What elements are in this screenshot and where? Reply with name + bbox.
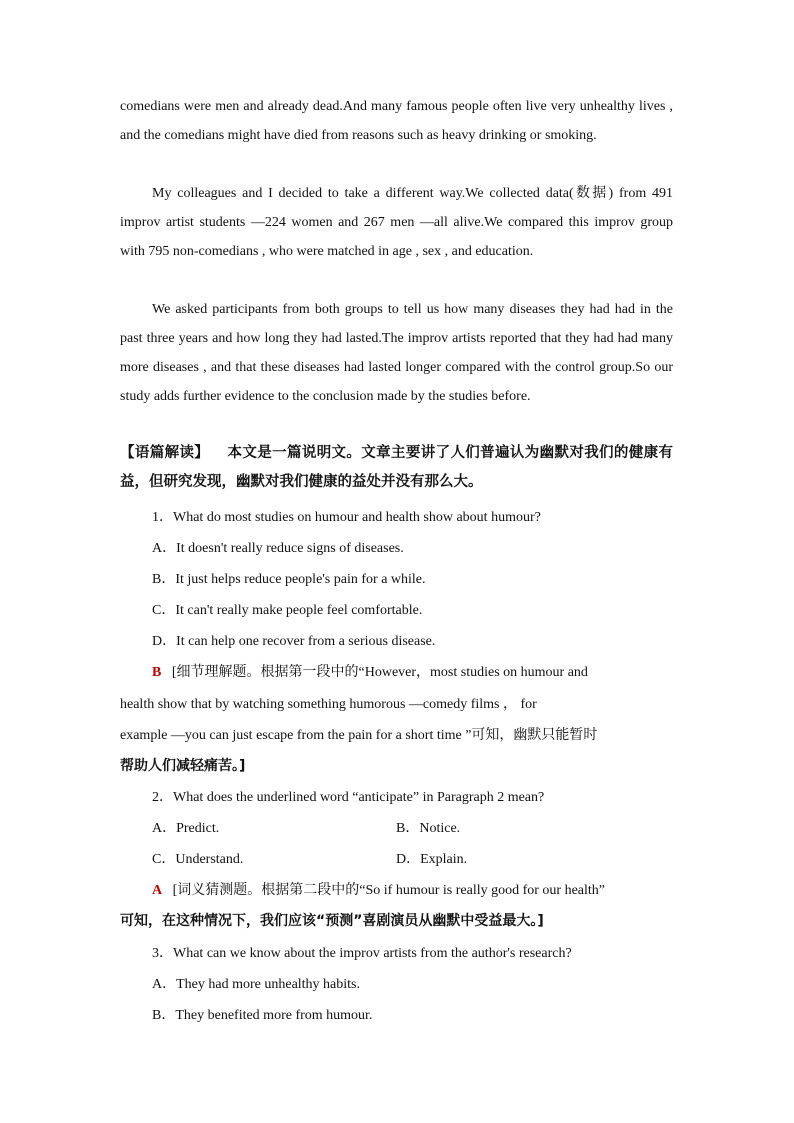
analysis-text: 本文是一篇说明文。文章主要讲了人们普遍认为幽默对我们的健康有益，但研究发现，幽默对我们健康的益处并没有那么大。 — [120, 445, 674, 490]
question-1-option-c: C．It can't really make people feel comfortable. — [152, 603, 423, 618]
question-2-answer: A — [152, 883, 163, 898]
question-1-explanation-line-3: example —you can just escape from the pain for a short time ”可知，幽默只能暂时 — [120, 728, 598, 743]
question-2-explanation-line-1: A [词义猜测题。根据第二段中的“So if humour is really good for our health” — [152, 883, 606, 898]
question-2-option-c: C．Understand. — [152, 852, 244, 867]
question-1-option-a: A．It doesn't really reduce signs of diseases. — [152, 541, 404, 556]
discourse-analysis — [120, 439, 673, 497]
question-2-option-b: B．Notice. — [396, 821, 461, 836]
question-1-option-b: B．It just helps reduce people's pain for a while. — [152, 572, 426, 587]
question-1-explanation-line-1: B [细节理解题。根据第一段中的“However，most studies on humour and — [152, 665, 588, 680]
question-2-stem: 2．What does the underlined word “anticipate” in Paragraph 2 mean? — [152, 790, 545, 805]
question-1-explanation-line-2: health show that by watching something humorous —comedy films ， for — [120, 697, 537, 712]
question-1-option-d: D．It can help one recover from a serious disease. — [152, 634, 436, 649]
question-1-explanation-line-4: 帮助人们减轻痛苦。] — [120, 758, 246, 774]
question-3-option-a: A．They had more unhealthy habits. — [152, 977, 361, 992]
passage-paragraph-3: We asked participants from both groups to tell us how many diseases they had had in the past three years and how long they had lasted.The improv artists reported that they had had many more diseases , and that these diseases had lasted longer compared with the control group.So our study adds further evidence to the conclusion made by the studies before. — [120, 302, 673, 404]
passage-paragraph-2: My colleagues and I decided to take a different way.We collected data(数据) from 491 improv artist students —224 women and 267 men —all alive.We compared this improv group with 795 non-comedians , who were matched in age , sex , and education. — [120, 186, 673, 259]
analysis-label: 【语篇解读】 — [120, 445, 210, 461]
question-1-stem: 1．What do most studies on humour and health show about humour? — [152, 510, 541, 525]
question-3-option-b: B．They benefited more from humour. — [152, 1008, 373, 1023]
question-2-explanation-line-2: 可知，在这种情况下，我们应该“预测”喜剧演员从幽默中受益最大。] — [120, 913, 544, 929]
passage-paragraph-1: comedians were men and already dead.And many famous people often live very unhealthy lives , and the comedians might have died from reasons such as heavy drinking or smoking. — [120, 99, 673, 143]
question-1-answer: B — [152, 665, 162, 680]
question-3-stem: 3．What can we know about the improv artists from the author's research? — [152, 946, 572, 961]
question-2-option-a: A．Predict. — [152, 821, 220, 836]
question-2-option-d: D．Explain. — [396, 852, 468, 867]
